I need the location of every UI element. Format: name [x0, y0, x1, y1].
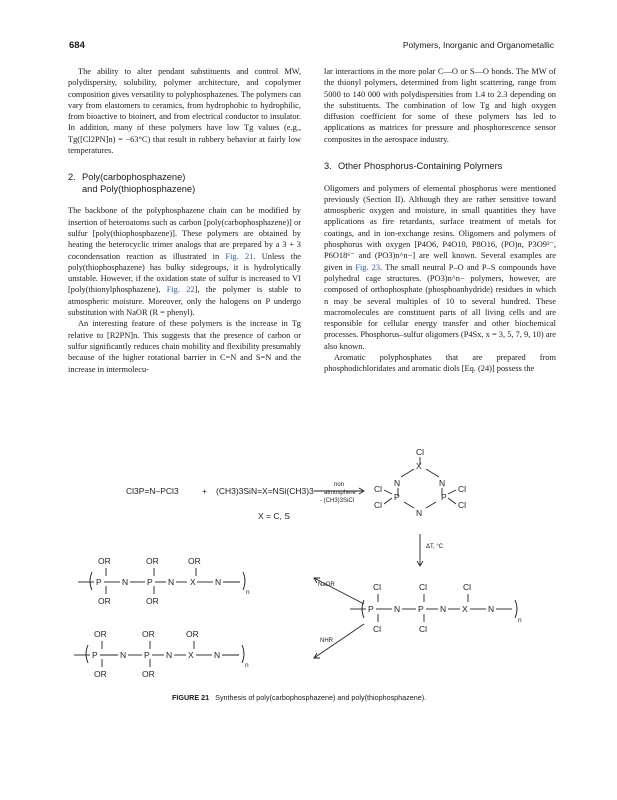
section-number: 2.: [68, 172, 76, 183]
chain-cl: Cl: [463, 582, 472, 592]
bond: [384, 490, 392, 494]
bond: [448, 490, 456, 494]
running-title: Polymers, Inorganic and Organometallic: [402, 40, 554, 50]
text-run: Oligomers and polymers of elemental phosphorus were mentioned previously (Section II). Although they are rather sensitive toward atmospheric oxygen and moisture, in small quantities they have applications as fire retardants, surface treatment of metals for coatings, and in ion-exchange resins. Oligomers and polymers of phosphorus with oxygen [P4O6, P4O10, P8O16, (PO)n, P3O9³⁻, P6O18⁶⁻ and (PO3)n^n−] are well known. Several examples are given in: [324, 183, 556, 272]
chain-or: OR: [142, 629, 155, 639]
figure-link[interactable]: Fig. 21.: [225, 251, 256, 261]
text-run: Unless the poly(thiophosphazene) has bulky sidegroups, it is hydrolytically unstable. However, if the oxidation state of sulfur is increased to VI [poly(thionylphosphazene),: [68, 251, 302, 295]
paragraph: lar interactions in the more polar C—O or S—O bonds. The MW of the thionyl polymers, determined from light scattering, range from 5000 to 140 000 with polydispersities from 1.4 to 2.3 depending on the substituents. The combination of low Tg and high oxygen diffusion coefficient for some of these polymers has led to applications as matrices for pressure and phosphorescence sensor composites in the aerospace industry.: [324, 67, 556, 144]
bracket: [242, 645, 244, 663]
chain-p: P: [418, 604, 424, 614]
chain-n: N: [440, 604, 447, 614]
section-heading: [68, 172, 301, 195]
paragraph: Aromatic polyphosphates that are prepared from phosphodichloridates and aromatic diols [Eq. (24)] possess the: [324, 353, 556, 374]
chain-p: P: [96, 577, 102, 587]
nhr-reagent: NHR: [320, 638, 333, 644]
paragraph: An interesting feature of these polymers is the increase in Tg relative to [R2PN]n. This suggests that the presence of carbon or sulfur significantly reduces chain mobility and flexibility presumably because of the higher rotational barrier in C=N and S=N and the increase in intermolecu-: [68, 319, 301, 374]
chain-n: N: [120, 650, 127, 660]
chain-subscript: n: [518, 617, 522, 624]
ring-cl: Cl: [374, 500, 383, 510]
chain-or: OR: [94, 629, 107, 639]
chain-cl: Cl: [419, 624, 428, 634]
reactant-1: Cl3P=N–PCl3: [126, 486, 179, 496]
chain-n: N: [488, 604, 495, 614]
chain-n: N: [168, 577, 175, 587]
chain-or: OR: [98, 596, 111, 606]
right-column: [324, 66, 556, 375]
bond: [448, 498, 456, 504]
paragraph: [68, 205, 301, 318]
figure-link[interactable]: Fig. 22: [166, 285, 195, 295]
chain-or: OR: [94, 669, 107, 679]
chain-or: OR: [142, 669, 155, 679]
ring-x: X: [416, 461, 422, 471]
caption-text: Synthesis of poly(carbophosphazene) and poly(thiophosphazene).: [215, 693, 427, 702]
section-title: Other Phosphorus-Containing Polymers: [338, 161, 503, 172]
chain-n: N: [166, 650, 173, 660]
ring-cl: Cl: [458, 500, 467, 510]
bond: [426, 502, 436, 508]
chain-cl: Cl: [373, 624, 382, 634]
chain-subscript: n: [246, 589, 250, 596]
caption-label: FIGURE 21: [172, 693, 210, 702]
condition-2: atmosphere: [324, 490, 356, 496]
figure-caption: [172, 693, 426, 702]
chain-or: OR: [186, 629, 199, 639]
condition-3: - (CH3)3SiCl: [320, 498, 355, 504]
chain-or: OR: [188, 556, 201, 566]
figure-link[interactable]: Fig. 23: [355, 262, 381, 272]
chain-x: X: [188, 650, 194, 660]
plus-sign: +: [202, 486, 207, 496]
chain-n: N: [215, 577, 222, 587]
paragraph: [324, 183, 556, 352]
chain-p: P: [368, 604, 374, 614]
chain-subscript: n: [245, 662, 249, 669]
ring-cl: Cl: [458, 484, 467, 494]
naor-reagent: NaOR: [318, 582, 335, 588]
chain-or: OR: [146, 596, 159, 606]
bond: [404, 502, 414, 508]
section-number: 3.: [324, 161, 332, 172]
ring-n: N: [439, 478, 446, 488]
heat-condition: ΔT, °C: [426, 544, 444, 550]
bond: [384, 498, 392, 504]
ring-n: N: [416, 508, 423, 518]
section-title-line2: and Poly(thiophosphazene): [82, 183, 196, 194]
chain-p: P: [92, 650, 98, 660]
text-run: The backbone of the polyphosphazene chain can be modified by insertion of heteroatoms such as carbon [poly(carbophosphazene)] or sulfur [poly(thiophosphazene)]. These polymers are obtained by heating the heterocyclic trimer analogs that are prepared by a 3 + 3 cocondensation reaction as illustrated in: [68, 206, 301, 261]
chain-n: N: [214, 650, 221, 660]
ring-p: P: [394, 492, 400, 502]
paragraph: The ability to alter pendant substituents and control MW, polydispersity, solubility, polymer architecture, and copolymer composition gives versatility to polyphosphazenes. The polymers can vary from elastomers to ceramics, from hydrophobic to hydrophilic, from bioactive to bioinert, and from electrical conductor to insulator. In addition, many of these polymers have low Tg values (e.g., Tg([Cl2PN]n) = −63°C) that result in rubbery behavior at fairly low temperatures.: [68, 67, 301, 156]
x-definition: X = C, S: [258, 511, 290, 521]
bracket: [243, 572, 245, 590]
text-run: . The small neutral P–O and P–S compounds have polyhedral cage structures. (PO3)n^n− polymers, however, are composed of orthophosphate (phosphoanhydride) residues in which n may be several multiples of 10 to several hundred. These macromolecules are constituent parts of all living cells and are responsible for cellular energy transfer and other biochemical processes. Phosphorus–sulfur oligomers (P4Sx, x = 3, 5, 7, 9, 10) are also known.: [324, 262, 557, 351]
condition-1: non: [334, 482, 345, 488]
bond: [401, 469, 414, 477]
left-column: [68, 66, 301, 375]
bracket: [515, 600, 517, 618]
chain-p: P: [147, 577, 153, 587]
reaction-scheme: [68, 436, 560, 704]
section-title-line1: Poly(carbophosphazene): [82, 172, 186, 183]
page-number: 684: [69, 40, 85, 51]
ring-cl: Cl: [416, 447, 425, 457]
reactant-2: (CH3)3SiN=X=NSi(CH3)3: [216, 486, 314, 496]
chain-n: N: [122, 577, 129, 587]
section-heading: [324, 161, 556, 173]
bracket: [86, 645, 88, 663]
chain-x: X: [462, 604, 468, 614]
text-run: ], the polymer is stable to atmospheric moisture. Moreover, only the halogens on P undergo substitution with NaOR (R = phenyl).: [68, 285, 301, 318]
ring-cl: Cl: [374, 484, 383, 494]
chain-cl: Cl: [373, 582, 382, 592]
chain-cl: Cl: [419, 582, 428, 592]
bracket: [90, 572, 92, 590]
bond: [426, 469, 439, 477]
chain-or: OR: [146, 556, 159, 566]
figure-21: [68, 436, 560, 704]
ring-n: N: [394, 478, 401, 488]
chain-or: OR: [98, 556, 111, 566]
chain-p: P: [144, 650, 150, 660]
chain-n: N: [394, 604, 401, 614]
ring-p: P: [441, 492, 447, 502]
chain-x: X: [190, 577, 196, 587]
